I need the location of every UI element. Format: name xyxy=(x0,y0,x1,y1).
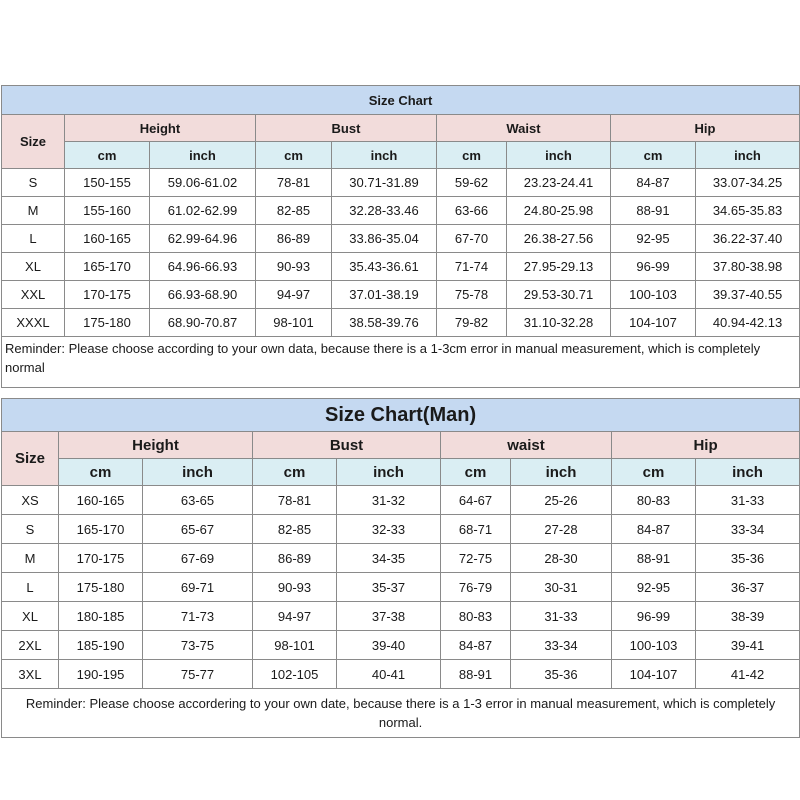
measurement-cell: 75-77 xyxy=(143,660,253,689)
measurement-cell: 94-97 xyxy=(253,602,337,631)
size-label-cell: L xyxy=(2,225,65,253)
size-chart-man-table xyxy=(1,398,800,738)
measurement-cell: 190-195 xyxy=(59,660,143,689)
size-column-header: Size xyxy=(2,115,65,169)
measurement-cell: 64.96-66.93 xyxy=(150,253,256,281)
size-label-cell: M xyxy=(2,544,59,573)
measurement-cell: 90-93 xyxy=(256,253,332,281)
measurement-cell: 62.99-64.96 xyxy=(150,225,256,253)
size-column-header: Size xyxy=(2,432,59,486)
measurement-cell: 39.37-40.55 xyxy=(696,281,800,309)
measurement-cell: 38.58-39.76 xyxy=(332,309,437,337)
chart-title: Size Chart xyxy=(2,86,800,115)
size-label-cell: XXXL xyxy=(2,309,65,337)
measurement-cell: 65-67 xyxy=(143,515,253,544)
unit-header: inch xyxy=(696,459,800,486)
measurement-cell: 155-160 xyxy=(65,197,150,225)
measurement-cell: 59-62 xyxy=(437,169,507,197)
measurement-cell: 80-83 xyxy=(441,602,511,631)
measurement-cell: 82-85 xyxy=(256,197,332,225)
measurement-cell: 96-99 xyxy=(612,602,696,631)
measurement-cell: 67-69 xyxy=(143,544,253,573)
measurement-cell: 27.95-29.13 xyxy=(507,253,611,281)
measurement-cell: 86-89 xyxy=(253,544,337,573)
unit-header: inch xyxy=(143,459,253,486)
measurement-cell: 84-87 xyxy=(612,515,696,544)
reminder-note: Reminder: Please choose according to your own data, because there is a 1-3cm error in manual measurement, which is completely normal xyxy=(2,337,800,388)
table-row xyxy=(2,573,800,602)
measurement-cell: 75-78 xyxy=(437,281,507,309)
measurement-cell: 33-34 xyxy=(696,515,800,544)
unit-header: cm xyxy=(256,142,332,169)
measurement-cell: 100-103 xyxy=(611,281,696,309)
measurement-cell: 64-67 xyxy=(441,486,511,515)
measurement-cell: 28-30 xyxy=(511,544,612,573)
measurement-cell: 31.10-32.28 xyxy=(507,309,611,337)
measurement-cell: 37-38 xyxy=(337,602,441,631)
measurement-cell: 92-95 xyxy=(612,573,696,602)
unit-header: cm xyxy=(441,459,511,486)
measurement-cell: 66.93-68.90 xyxy=(150,281,256,309)
unit-header: cm xyxy=(612,459,696,486)
measurement-cell: 63-66 xyxy=(437,197,507,225)
waist-group-header: waist xyxy=(441,432,612,459)
table-row xyxy=(2,515,800,544)
unit-header: inch xyxy=(150,142,256,169)
measurement-cell: 33-34 xyxy=(511,631,612,660)
measurement-cell: 88-91 xyxy=(612,544,696,573)
measurement-cell: 170-175 xyxy=(65,281,150,309)
measurement-cell: 88-91 xyxy=(611,197,696,225)
measurement-cell: 104-107 xyxy=(612,660,696,689)
table-row xyxy=(2,281,800,309)
measurement-cell: 35-36 xyxy=(696,544,800,573)
measurement-cell: 150-155 xyxy=(65,169,150,197)
measurement-cell: 73-75 xyxy=(143,631,253,660)
measurement-cell: 39-41 xyxy=(696,631,800,660)
measurement-cell: 80-83 xyxy=(612,486,696,515)
size-label-cell: XXL xyxy=(2,281,65,309)
table-row xyxy=(2,631,800,660)
height-group-header: Height xyxy=(59,432,253,459)
measurement-cell: 104-107 xyxy=(611,309,696,337)
measurement-cell: 40.94-42.13 xyxy=(696,309,800,337)
measurement-cell: 30.71-31.89 xyxy=(332,169,437,197)
measurement-cell: 35.43-36.61 xyxy=(332,253,437,281)
unit-header: inch xyxy=(696,142,800,169)
measurement-cell: 165-170 xyxy=(59,515,143,544)
size-label-cell: L xyxy=(2,573,59,602)
measurement-cell: 82-85 xyxy=(253,515,337,544)
height-group-header: Height xyxy=(65,115,256,142)
measurement-cell: 61.02-62.99 xyxy=(150,197,256,225)
measurement-cell: 160-165 xyxy=(59,486,143,515)
table-row xyxy=(2,309,800,337)
measurement-cell: 32.28-33.46 xyxy=(332,197,437,225)
size-chart-table xyxy=(1,85,800,388)
measurement-cell: 35-36 xyxy=(511,660,612,689)
measurement-cell: 33.07-34.25 xyxy=(696,169,800,197)
hip-group-header: Hip xyxy=(612,432,800,459)
measurement-cell: 23.23-24.41 xyxy=(507,169,611,197)
measurement-cell: 79-82 xyxy=(437,309,507,337)
measurement-cell: 26.38-27.56 xyxy=(507,225,611,253)
table-row xyxy=(2,602,800,631)
hip-group-header: Hip xyxy=(611,115,800,142)
measurement-cell: 39-40 xyxy=(337,631,441,660)
measurement-cell: 24.80-25.98 xyxy=(507,197,611,225)
measurement-cell: 37.80-38.98 xyxy=(696,253,800,281)
bust-group-header: Bust xyxy=(253,432,441,459)
size-chart-body xyxy=(2,169,800,337)
size-label-cell: S xyxy=(2,515,59,544)
measurement-cell: 59.06-61.02 xyxy=(150,169,256,197)
measurement-cell: 31-32 xyxy=(337,486,441,515)
measurement-cell: 38-39 xyxy=(696,602,800,631)
measurement-cell: 92-95 xyxy=(611,225,696,253)
size-label-cell: M xyxy=(2,197,65,225)
measurement-cell: 34.65-35.83 xyxy=(696,197,800,225)
bust-group-header: Bust xyxy=(256,115,437,142)
measurement-cell: 31-33 xyxy=(511,602,612,631)
unit-header: inch xyxy=(332,142,437,169)
waist-group-header: Waist xyxy=(437,115,611,142)
unit-header: inch xyxy=(337,459,441,486)
measurement-cell: 71-74 xyxy=(437,253,507,281)
measurement-cell: 180-185 xyxy=(59,602,143,631)
measurement-cell: 37.01-38.19 xyxy=(332,281,437,309)
measurement-cell: 72-75 xyxy=(441,544,511,573)
unit-header: cm xyxy=(65,142,150,169)
measurement-cell: 98-101 xyxy=(256,309,332,337)
measurement-cell: 165-170 xyxy=(65,253,150,281)
measurement-cell: 84-87 xyxy=(611,169,696,197)
measurement-cell: 25-26 xyxy=(511,486,612,515)
unit-header: cm xyxy=(253,459,337,486)
measurement-cell: 32-33 xyxy=(337,515,441,544)
measurement-cell: 100-103 xyxy=(612,631,696,660)
table-row xyxy=(2,660,800,689)
measurement-cell: 98-101 xyxy=(253,631,337,660)
measurement-cell: 102-105 xyxy=(253,660,337,689)
unit-header: inch xyxy=(511,459,612,486)
measurement-cell: 40-41 xyxy=(337,660,441,689)
measurement-cell: 67-70 xyxy=(437,225,507,253)
unit-header: cm xyxy=(437,142,507,169)
measurement-cell: 90-93 xyxy=(253,573,337,602)
measurement-cell: 27-28 xyxy=(511,515,612,544)
measurement-cell: 94-97 xyxy=(256,281,332,309)
chart-title: Size Chart(Man) xyxy=(2,399,800,432)
measurement-cell: 29.53-30.71 xyxy=(507,281,611,309)
table-row xyxy=(2,544,800,573)
measurement-cell: 88-91 xyxy=(441,660,511,689)
measurement-cell: 96-99 xyxy=(611,253,696,281)
measurement-cell: 68.90-70.87 xyxy=(150,309,256,337)
size-label-cell: 3XL xyxy=(2,660,59,689)
measurement-cell: 78-81 xyxy=(256,169,332,197)
table-row xyxy=(2,486,800,515)
measurement-cell: 160-165 xyxy=(65,225,150,253)
table-row xyxy=(2,197,800,225)
measurement-cell: 36-37 xyxy=(696,573,800,602)
measurement-cell: 71-73 xyxy=(143,602,253,631)
measurement-cell: 76-79 xyxy=(441,573,511,602)
measurement-cell: 36.22-37.40 xyxy=(696,225,800,253)
size-label-cell: 2XL xyxy=(2,631,59,660)
measurement-cell: 35-37 xyxy=(337,573,441,602)
measurement-cell: 68-71 xyxy=(441,515,511,544)
unit-header: cm xyxy=(59,459,143,486)
measurement-cell: 185-190 xyxy=(59,631,143,660)
measurement-cell: 33.86-35.04 xyxy=(332,225,437,253)
measurement-cell: 175-180 xyxy=(59,573,143,602)
measurement-cell: 86-89 xyxy=(256,225,332,253)
size-label-cell: XL xyxy=(2,602,59,631)
table-row xyxy=(2,253,800,281)
measurement-cell: 31-33 xyxy=(696,486,800,515)
reminder-note: Reminder: Please choose accordering to your own date, because there is a 1-3 error in manual measurement, which is completely normal. xyxy=(2,689,800,738)
measurement-cell: 63-65 xyxy=(143,486,253,515)
measurement-cell: 41-42 xyxy=(696,660,800,689)
size-label-cell: S xyxy=(2,169,65,197)
size-label-cell: XS xyxy=(2,486,59,515)
measurement-cell: 34-35 xyxy=(337,544,441,573)
unit-header: inch xyxy=(507,142,611,169)
measurement-cell: 170-175 xyxy=(59,544,143,573)
measurement-cell: 175-180 xyxy=(65,309,150,337)
unit-header: cm xyxy=(611,142,696,169)
measurement-cell: 84-87 xyxy=(441,631,511,660)
measurement-cell: 78-81 xyxy=(253,486,337,515)
size-label-cell: XL xyxy=(2,253,65,281)
table-row xyxy=(2,169,800,197)
measurement-cell: 69-71 xyxy=(143,573,253,602)
table-row xyxy=(2,225,800,253)
measurement-cell: 30-31 xyxy=(511,573,612,602)
size-chart-body xyxy=(2,486,800,689)
